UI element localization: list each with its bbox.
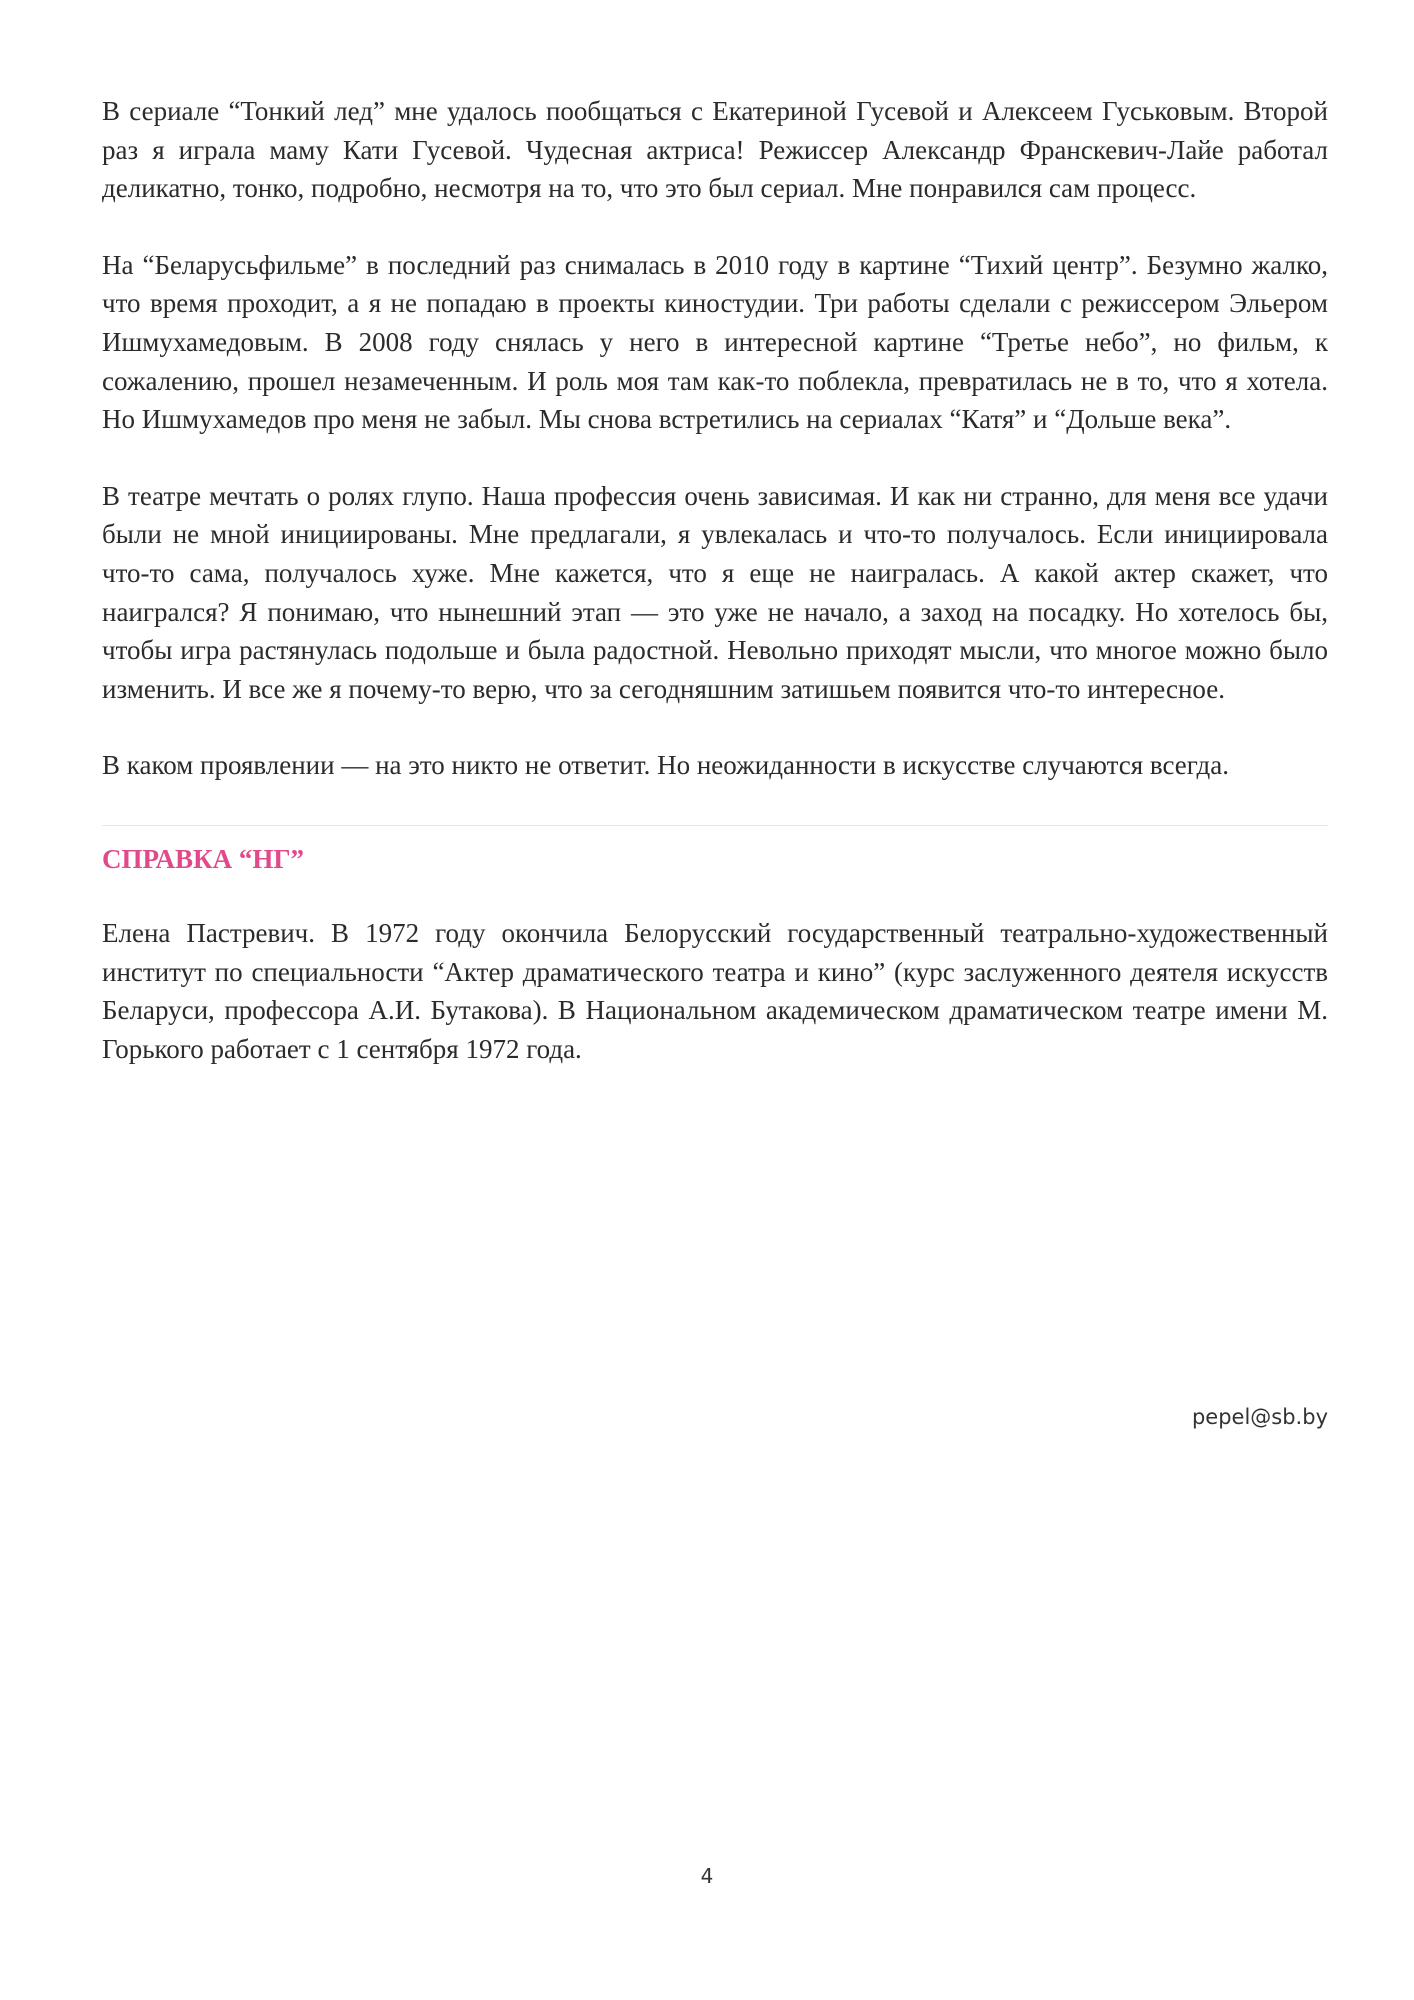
article-paragraph-2: На “Беларусьфильме” в последний раз снималась в 2010 году в картине “Тихий центр”. Безумно жалко, что время проходит, а я не попадаю в проекты киностудии. Три работы сделали с режиссером Эльером Ишмухамедовым. В 2008 году снялась у него в интересной картине “Третье небо”, но фильм, к сожалению, прошел незамеченным. И роль моя там как-то поблекла, превратилась не в то, что я хотела. Но Ишмухамедов про меня не забыл. Мы снова встретились на сериалах “Катя” и “Дольше века”. (102, 249, 1328, 435)
article-paragraph-1: В сериале “Тонкий лед” мне удалось пообщаться с Екатериной Гусевой и Алексеем Гуськовым. Второй раз я играла маму Кати Гусевой. Чудесная актриса! Режиссер Александр Франскевич-Лайе работал деликатно, тонко, подробно, несмотря на то, что это был сериал. Мне понравился сам процесс. (102, 96, 1328, 204)
page-number: 4 (700, 1864, 714, 1888)
document-page (102, 92, 1328, 1106)
sidebar-body: Елена Пастревич. В 1972 году окончила Белорусский государственный театрально-художественный институт по специальности “Актер драматического театра и кино” (курс заслуженного деятеля искусств Беларуси, профессора А.И. Бутакова). В Национальном академическом драматическом театре имени М. Горького работает с 1 сентября 1972 года. (102, 917, 1328, 1064)
section-divider (102, 825, 1328, 826)
article-paragraph-4: В каком проявлении — на это никто не ответит. Но неожиданности в искусстве случаются всегда. (102, 750, 1229, 781)
sidebar-title: СПРАВКА “НГ” (102, 843, 305, 874)
article-paragraph-3: В театре мечтать о ролях глупо. Наша профессия очень зависимая. И как ни странно, для меня все удачи были не мной инициированы. Мне предлагали, я увлекалась и что-то получалось. Если инициировала что-то сама, получалось хуже. Мне кажется, что я еще не наигралась. А какой актер скажет, что наигрался? Я понимаю, что нынешний этап — это уже не начало, а заход на посадку. Но хотелось бы, чтобы игра растянулась подольше и была радостной. Невольно приходят мысли, что многое можно было изменить. И все же я почему-то верю, что за сегодняшним затишьем появится что-то интересное. (102, 480, 1328, 704)
author-email: pepel@sb.by (1191, 1405, 1328, 1429)
